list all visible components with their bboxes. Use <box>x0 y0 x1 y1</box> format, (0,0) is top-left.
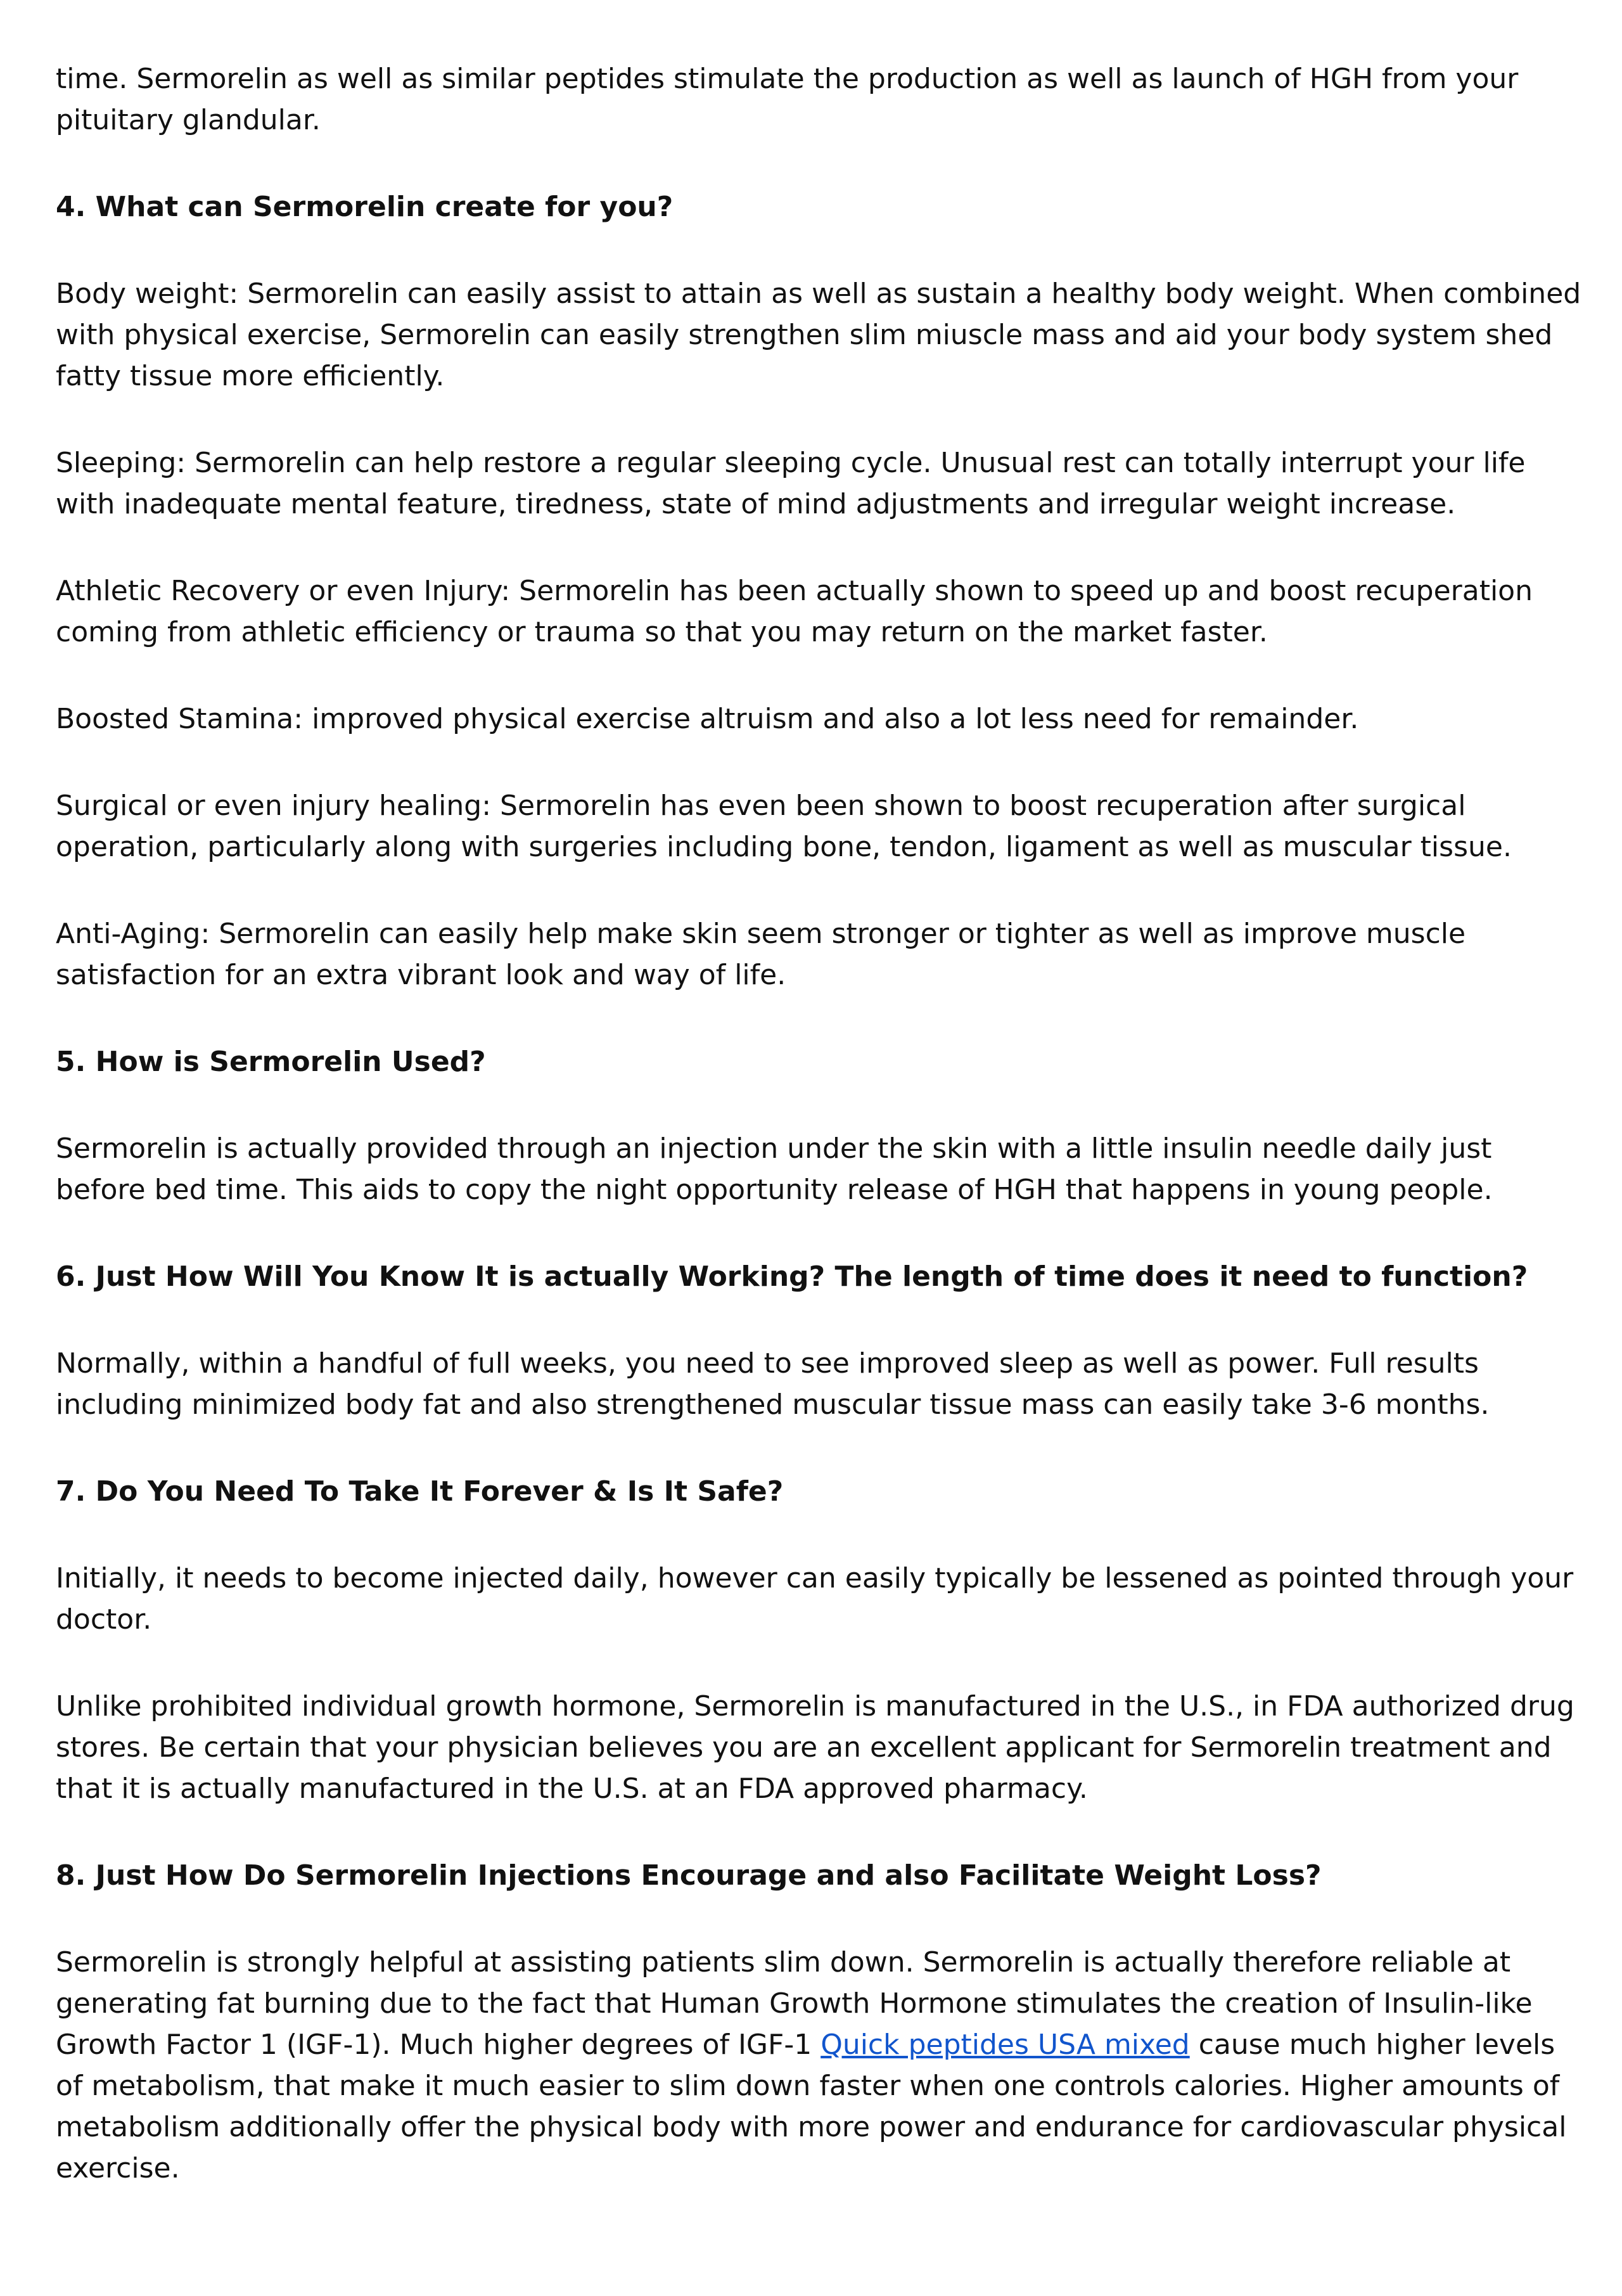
section-8-text-after-link: cause much higher levels of metabolism, that make it much easier to slim down faster when one controls calories. Higher amounts of metabolism additionally offer the physical body with more power and endurance for cardiovascular physical exercise. <box>56 2029 1567 2184</box>
section-4-paragraph-surgical-healing: Surgical or even injury healing: Sermorelin has even been shown to boost recuperation after surgical operation, particularly along with surgeries including bone, tendon, ligament as well as muscular tissue. <box>56 790 1512 863</box>
section-4-paragraph-anti-aging: Anti-Aging: Sermorelin can easily help make skin seem stronger or tighter as well as improve muscle satisfaction for an extra vibrant look and way of life. <box>56 918 1466 991</box>
section-8-paragraph <box>56 1942 1583 2189</box>
section-8-text-before-link: Sermorelin is strongly helpful at assisting patients slim down. Sermorelin is actually therefore reliable at generating fat burning due to the fact that Human Growth Hormone stimulates the creation of Insulin-like Growth Factor 1 (IGF-1). Much higher degrees of IGF-1 <box>56 1946 1533 2061</box>
section-4-heading: 4. What can Sermorelin create for you? <box>56 191 674 223</box>
peptides-link[interactable]: Quick peptides USA mixed <box>821 2029 1190 2061</box>
section-4-paragraph-boosted-stamina: Boosted Stamina: improved physical exercise altruism and also a lot less need for remainder. <box>56 703 1359 735</box>
section-8-heading: 8. Just How Do Sermorelin Injections Encourage and also Facilitate Weight Loss? <box>56 1859 1322 1892</box>
section-4-paragraph-body-weight: Body weight: Sermorelin can easily assist to attain as well as sustain a healthy body weight. When combined with physical exercise, Sermorelin can easily strengthen slim miuscle mass and aid your body system shed fatty tissue more efficiently. <box>56 278 1581 392</box>
section-4-paragraph-sleeping: Sleeping: Sermorelin can help restore a regular sleeping cycle. Unusual rest can totally interrupt your life with inadequate mental feature, tiredness, state of mind adjustments and irregular weight increase. <box>56 447 1526 520</box>
section-7-paragraph-1: Initially, it needs to become injected daily, however can easily typically be lessened as pointed through your doctor. <box>56 1562 1574 1636</box>
section-4-paragraph-athletic-recovery: Athletic Recovery or even Injury: Sermorelin has been actually shown to speed up and boost recuperation coming from athletic efficiency or trauma so that you may return on the market faster. <box>56 575 1533 648</box>
section-6-heading: 6. Just How Will You Know It is actually Working? The length of time does it need to function? <box>56 1260 1528 1293</box>
intro-paragraph: time. Sermorelin as well as similar peptides stimulate the production as well as launch of HGH from your pituitary glandular. <box>56 63 1519 136</box>
section-6-paragraph: Normally, within a handful of full weeks, you need to see improved sleep as well as power. Full results including minimized body fat and also strengthened muscular tissue mass can easily take 3-6 months. <box>56 1347 1490 1421</box>
section-5-heading: 5. How is Sermorelin Used? <box>56 1046 486 1078</box>
document-page <box>56 58 1583 2235</box>
section-7-paragraph-2: Unlike prohibited individual growth hormone, Sermorelin is manufactured in the U.S., in FDA authorized drug stores. Be certain that your physician believes you are an excellent applicant for Sermorelin treatment and that it is actually manufactured in the U.S. at an FDA approved pharmacy. <box>56 1690 1574 1805</box>
section-5-paragraph: Sermorelin is actually provided through an injection under the skin with a little insulin needle daily just before bed time. This aids to copy the night opportunity release of HGH that happens in young people. <box>56 1132 1493 1206</box>
section-7-heading: 7. Do You Need To Take It Forever & Is It Safe? <box>56 1475 784 1508</box>
